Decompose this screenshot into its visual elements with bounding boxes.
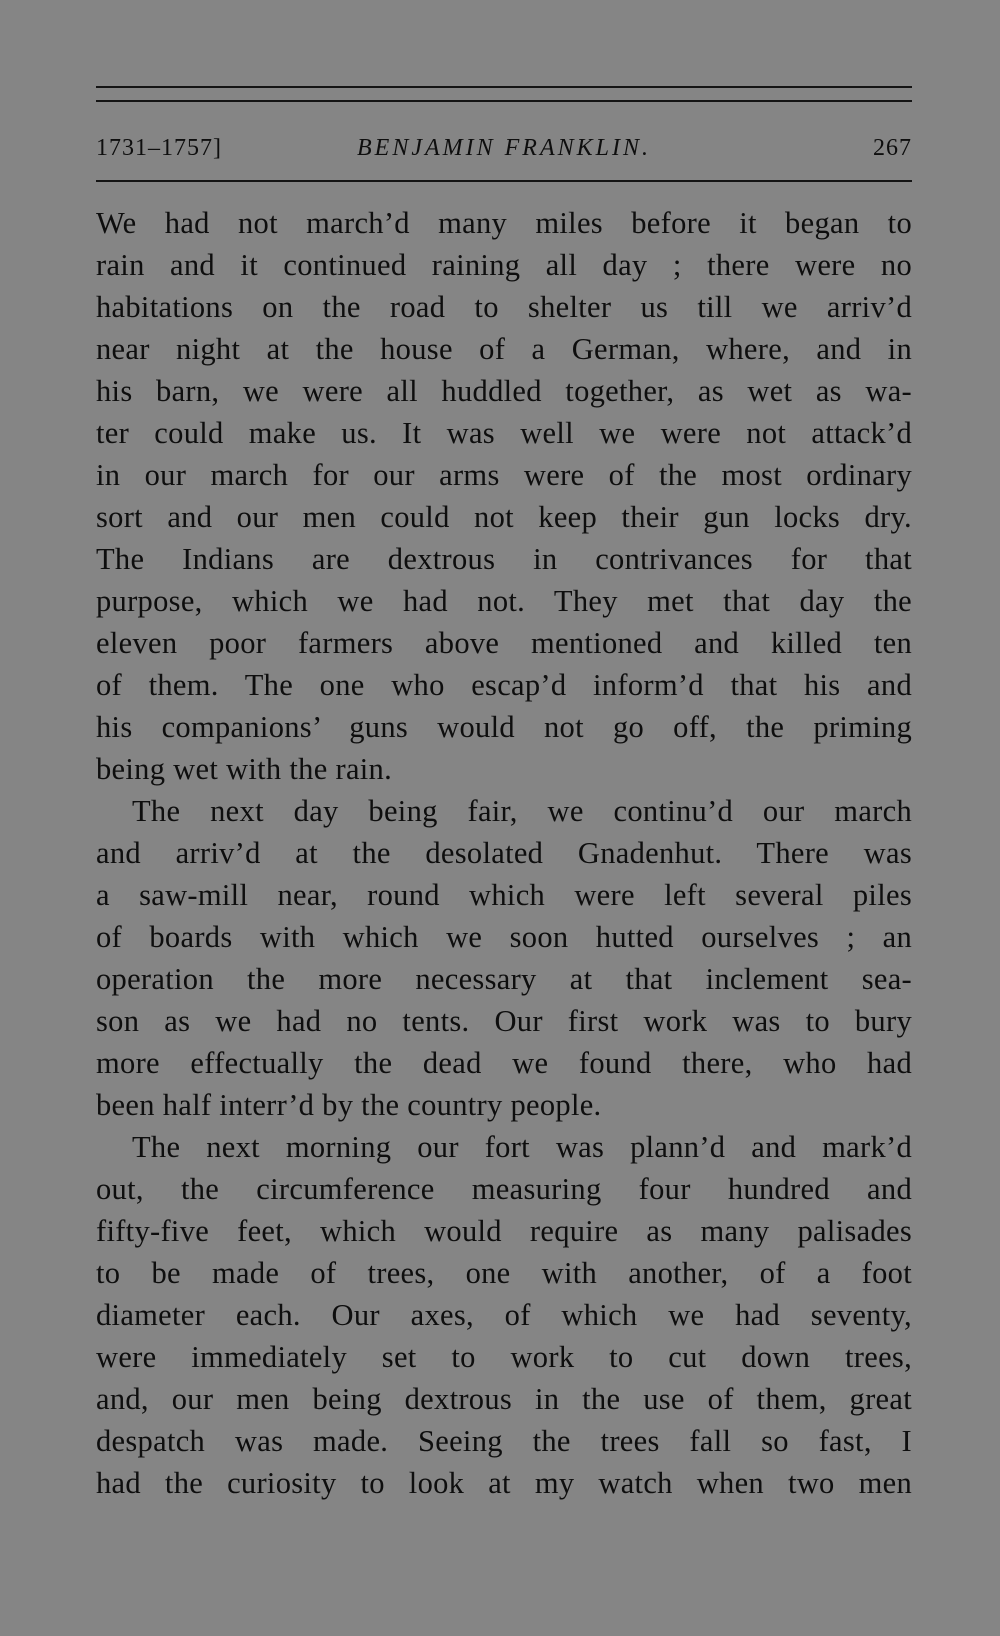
text-line: despatch was made. Seeing the trees fall so fast, I bbox=[96, 1423, 912, 1458]
text-line: of them. The one who escap’d inform’d that his and bbox=[96, 667, 912, 702]
text-line: his companions’ guns would not go off, the priming bbox=[96, 709, 912, 744]
text-line: eleven poor farmers above mentioned and killed ten bbox=[96, 625, 912, 660]
top-rule bbox=[96, 86, 912, 88]
header-rule bbox=[96, 180, 912, 182]
text-line: habitations on the road to shelter us till we arriv’d bbox=[96, 289, 912, 324]
page-number: 267 bbox=[873, 135, 912, 161]
running-head bbox=[96, 102, 912, 162]
text-line: ter could make us. It was well we were not attack’d bbox=[96, 415, 912, 450]
text-line: sort and our men could not keep their gun locks dry. bbox=[96, 499, 912, 534]
text-line: son as we had no tents. Our first work was to bury bbox=[96, 1003, 912, 1038]
text-line: were immediately set to work to cut down trees, bbox=[96, 1339, 912, 1374]
text-line: in our march for our arms were of the most ordinary bbox=[96, 457, 912, 492]
text-line: more effectually the dead we found there, who had bbox=[96, 1045, 912, 1080]
text-line: near night at the house of a German, where, and in bbox=[96, 331, 912, 366]
text-line: been half interr’d by the country people. bbox=[96, 1087, 602, 1122]
text-line: The next day being fair, we continu’d our march bbox=[132, 793, 912, 828]
text-line: We had not march’d many miles before it began to bbox=[96, 205, 912, 240]
text-line: and, our men being dextrous in the use of them, great bbox=[96, 1381, 912, 1416]
text-line: rain and it continued raining all day ; there were no bbox=[96, 247, 912, 282]
running-head-years: 1731–1757] bbox=[96, 135, 222, 161]
text-line: operation the more necessary at that inclement sea- bbox=[96, 961, 912, 996]
text-line: of boards with which we soon hutted ourselves ; an bbox=[96, 919, 912, 954]
text-line: The Indians are dextrous in contrivances for that bbox=[96, 541, 912, 576]
text-line: being wet with the rain. bbox=[96, 751, 393, 786]
text-line: diameter each. Our axes, of which we had seventy, bbox=[96, 1297, 912, 1332]
text-line: a saw-mill near, round which were left several piles bbox=[96, 877, 912, 912]
book-page bbox=[96, 84, 912, 1504]
text-line: to be made of trees, one with another, of a foot bbox=[96, 1255, 912, 1290]
text-line: The next morning our fort was plann’d and mark’d bbox=[132, 1129, 912, 1164]
text-line: out, the circumference measuring four hundred and bbox=[96, 1171, 912, 1206]
text-line: fifty-five feet, which would require as many palisades bbox=[96, 1213, 912, 1248]
text-line: purpose, which we had not. They met that day the bbox=[96, 583, 912, 618]
body-text bbox=[96, 202, 912, 1504]
text-line: and arriv’d at the desolated Gnadenhut. There was bbox=[96, 835, 912, 870]
running-head-title: BENJAMIN FRANKLIN. bbox=[357, 135, 651, 161]
text-line: his barn, we were all huddled together, as wet as wa- bbox=[96, 373, 912, 408]
text-line: had the curiosity to look at my watch when two men bbox=[96, 1465, 912, 1500]
